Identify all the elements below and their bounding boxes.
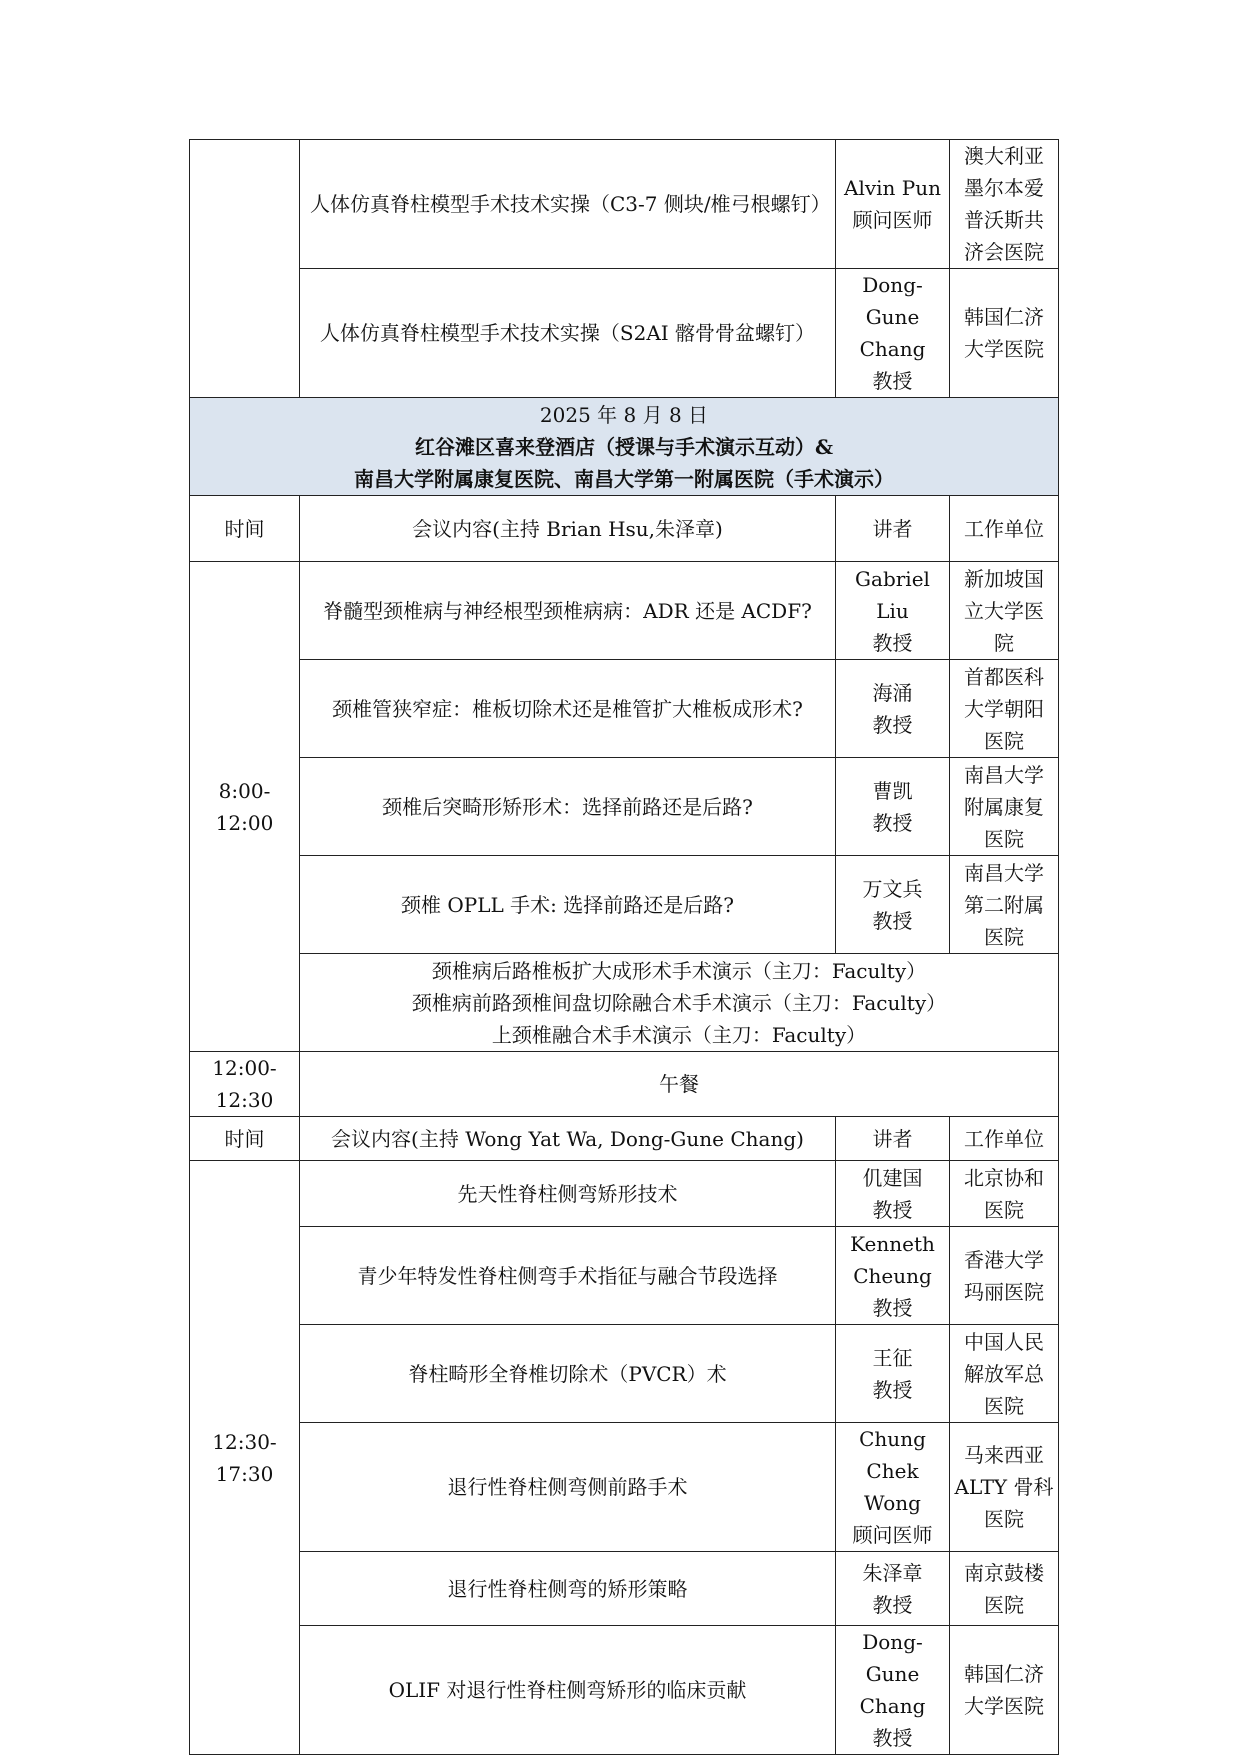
day-banner-row: [190, 398, 1059, 496]
speaker-title: 教授: [872, 1377, 913, 1402]
speaker-cell: [836, 1552, 950, 1626]
schedule-table: [189, 139, 1059, 1755]
org-line: 墨尔本爱: [964, 176, 1044, 200]
org-line: ALTY 骨科: [954, 1475, 1054, 1499]
org-line: 澳大利亚: [964, 144, 1044, 168]
org-line: 济会医院: [964, 240, 1044, 264]
demo-item: 上颈椎融合术手术演示（主刀：Faculty）: [491, 1022, 867, 1047]
speaker-title: 教授: [872, 810, 913, 835]
speaker-title: 教授: [872, 712, 913, 737]
speaker-name: Chang: [859, 337, 926, 361]
speaker-name: 海涌: [872, 680, 913, 705]
session-content: 退行性脊柱侧弯侧前路手术: [300, 1423, 836, 1552]
speaker-name: Gabriel Liu: [855, 566, 930, 623]
org-cell: [950, 1626, 1059, 1755]
org-cell: [950, 1325, 1059, 1423]
session-content: OLIF 对退行性脊柱侧弯矫形的临床贡献: [300, 1626, 836, 1755]
org-line: 解放军总: [964, 1361, 1044, 1386]
speaker-title: 教授: [872, 369, 913, 393]
speaker-cell: [836, 660, 950, 758]
speaker-title: 顾问医师: [852, 208, 933, 232]
table-row: [190, 269, 1059, 398]
speaker-name: Alvin Pun: [844, 176, 941, 200]
org-line: 附属康复: [964, 794, 1044, 819]
time-cell-empty: [190, 140, 300, 398]
session-content: 颈椎管狭窄症：椎板切除术还是椎管扩大椎板成形术?: [300, 660, 836, 758]
table-row: [190, 1423, 1059, 1552]
header-content: 会议内容(主持 Wong Yat Wa, Dong-Gune Chang): [300, 1117, 836, 1161]
speaker-name: Dong-Gune: [862, 1630, 923, 1686]
session-content: 脊髓型颈椎病与神经根型颈椎病病：ADR 还是 ACDF?: [300, 562, 836, 660]
org-cell: [950, 140, 1059, 269]
table-row: [190, 1626, 1059, 1755]
speaker-name: Chung Chek: [859, 1427, 926, 1483]
table-row: [190, 1325, 1059, 1423]
org-line: 南京鼓楼: [964, 1560, 1044, 1585]
table-row: [190, 1227, 1059, 1325]
speaker-title: 教授: [872, 1726, 913, 1750]
org-line: 医院: [984, 1197, 1024, 1222]
org-line: 医院: [984, 1507, 1024, 1531]
header-content: 会议内容(主持 Brian Hsu,朱泽章): [300, 496, 836, 562]
speaker-name: 万文兵: [862, 876, 923, 901]
lunch-row: [190, 1052, 1059, 1117]
table-row: [190, 1552, 1059, 1626]
header-speaker: 讲者: [836, 496, 950, 562]
org-cell: [950, 1227, 1059, 1325]
org-line: 第二附属: [964, 892, 1044, 917]
speaker-name: 朱泽章: [862, 1560, 923, 1585]
lunch-time: 12:00-12:30: [190, 1052, 300, 1117]
day-banner: [190, 398, 1059, 496]
speaker-cell: [836, 1227, 950, 1325]
speaker-title: 教授: [872, 908, 913, 933]
org-cell: [950, 660, 1059, 758]
org-line: 韩国仁济: [964, 1662, 1044, 1686]
speaker-name: Dong-Gune: [862, 273, 923, 329]
org-line: 医院: [984, 1592, 1024, 1617]
time-cell: 12:30-17:30: [190, 1161, 300, 1755]
speaker-name: Kenneth: [850, 1231, 935, 1256]
speaker-title: 教授: [872, 1197, 913, 1222]
speaker-cell: [836, 856, 950, 954]
speaker-name: Chang: [859, 1694, 926, 1718]
speaker-cell: [836, 140, 950, 269]
header-row: [190, 1117, 1059, 1161]
speaker-title: 教授: [872, 1295, 913, 1320]
org-cell: [950, 269, 1059, 398]
table-row: [190, 562, 1059, 660]
speaker-cell: [836, 269, 950, 398]
speaker-name: 王征: [872, 1345, 913, 1370]
speaker-name: Cheung: [853, 1263, 932, 1288]
header-time: 时间: [190, 496, 300, 562]
banner-date: 2025 年 8 月 8 日: [539, 402, 709, 427]
speaker-name: 仉建国: [862, 1165, 923, 1190]
session-content: 退行性脊柱侧弯的矫形策略: [300, 1552, 836, 1626]
speaker-name: 曹凯: [872, 778, 913, 803]
org-line: 医院: [984, 924, 1024, 949]
header-speaker: 讲者: [836, 1117, 950, 1161]
header-org: 工作单位: [950, 496, 1059, 562]
table-row: [190, 140, 1059, 269]
org-line: 大学医院: [964, 1694, 1044, 1718]
org-line: 南昌大学: [964, 762, 1044, 787]
lunch-content: 午餐: [300, 1052, 1059, 1117]
org-line: 香港大学: [964, 1247, 1044, 1272]
speaker-cell: [836, 1325, 950, 1423]
org-line: 医院: [984, 1393, 1024, 1418]
org-line: 中国人民: [964, 1329, 1044, 1354]
speaker-cell: [836, 1423, 950, 1552]
speaker-cell: [836, 562, 950, 660]
org-line: 马来西亚: [964, 1443, 1044, 1467]
session-content: 颈椎 OPLL 手术: 选择前路还是后路?: [300, 856, 836, 954]
speaker-cell: [836, 1161, 950, 1227]
org-line: 大学朝阳: [964, 696, 1044, 721]
org-cell: [950, 1423, 1059, 1552]
speaker-title: 教授: [872, 630, 913, 655]
session-content: 脊柱畸形全脊椎切除术（PVCR）术: [300, 1325, 836, 1423]
org-line: 院: [994, 630, 1014, 655]
header-org: 工作单位: [950, 1117, 1059, 1161]
org-cell: [950, 1161, 1059, 1227]
session-content: 颈椎后突畸形矫形术：选择前路还是后路?: [300, 758, 836, 856]
table-row: [190, 1161, 1059, 1227]
org-cell: [950, 856, 1059, 954]
speaker-cell: [836, 1626, 950, 1755]
org-line: 首都医科: [964, 664, 1044, 689]
org-line: 医院: [984, 728, 1024, 753]
session-content: 人体仿真脊柱模型手术技术实操（S2AI 髂骨骨盆螺钉）: [300, 269, 836, 398]
demo-row: [190, 954, 1059, 1052]
org-line: 立大学医: [964, 598, 1044, 623]
table-row: [190, 758, 1059, 856]
speaker-cell: [836, 758, 950, 856]
org-line: 医院: [984, 826, 1024, 851]
org-line: 普沃斯共: [964, 208, 1044, 232]
org-line: 大学医院: [964, 337, 1044, 361]
speaker-title: 教授: [872, 1592, 913, 1617]
speaker-name: Wong: [864, 1491, 921, 1515]
org-line: 韩国仁济: [964, 305, 1044, 329]
session-content: 青少年特发性脊柱侧弯手术指征与融合节段选择: [300, 1227, 836, 1325]
org-line: 南昌大学: [964, 860, 1044, 885]
surgery-demos: [300, 954, 1059, 1052]
org-cell: [950, 1552, 1059, 1626]
header-row: [190, 496, 1059, 562]
org-line: 玛丽医院: [964, 1279, 1044, 1304]
banner-venue-1: 红谷滩区喜来登酒店（授课与手术演示互动）&: [414, 434, 834, 459]
speaker-title: 顾问医师: [852, 1523, 933, 1547]
table-row: [190, 660, 1059, 758]
banner-venue-2: 南昌大学附属康复医院、南昌大学第一附属医院（手术演示）: [354, 466, 894, 491]
org-line: 北京协和: [964, 1165, 1044, 1190]
session-content: 先天性脊柱侧弯矫形技术: [300, 1161, 836, 1227]
header-time: 时间: [190, 1117, 300, 1161]
org-cell: [950, 562, 1059, 660]
org-cell: [950, 758, 1059, 856]
session-content: 人体仿真脊柱模型手术技术实操（C3-7 侧块/椎弓根螺钉）: [300, 140, 836, 269]
demo-item: 颈椎病前路颈椎间盘切除融合术手术演示（主刀：Faculty）: [411, 990, 947, 1015]
demo-item: 颈椎病后路椎板扩大成形术手术演示（主刀：Faculty）: [431, 958, 927, 983]
time-cell: 8:00-12:00: [190, 562, 300, 1052]
org-line: 新加坡国: [964, 566, 1044, 591]
table-row: [190, 856, 1059, 954]
